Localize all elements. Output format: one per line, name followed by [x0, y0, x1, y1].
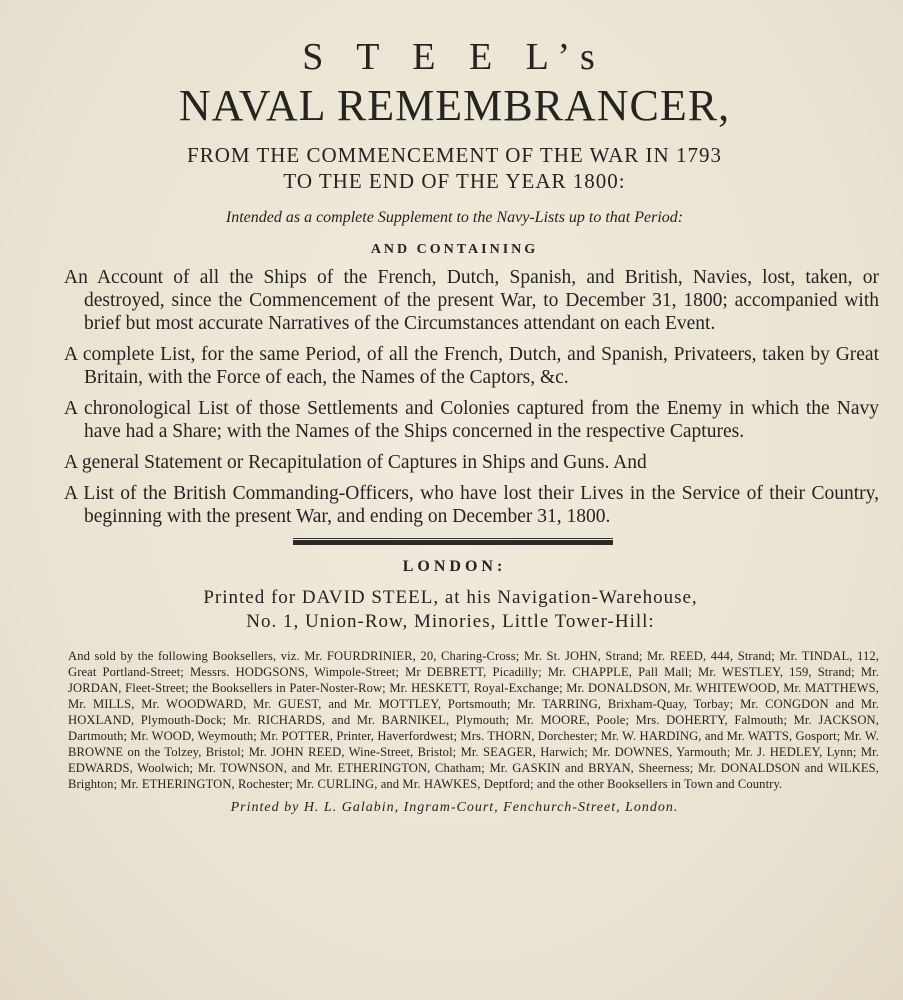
- booksellers-list: And sold by the following Booksellers, viz. Mr. FOURDRINIER, 20, Charing-Cross; Mr. St. JOHN, Strand; Mr. REED, 444, Strand; Mr. TINDAL, 112, Great Portland-Street; Messrs. HODGSONS, Wimpole-Street; Mr DEBRETT, Picadilly; Mr. CHAPPLE, Pall Mall; Mr. WESTLEY, 159, Strand; Mr. JORDAN, Fleet-Street; the Booksellers in Pater-Noster-Row; Mr. HESKETT, Royal-Exchange; Mr. DONALDSON, Mr. WHITEWOOD, Mr. MATTHEWS, Mr. MILLS, Mr. WOODWARD, Mr. GUEST, and Mr. MOTTLEY, Portsmouth; Mr. TARRING, Brixham-Quay, Torbay; Mr. CONGDON and Mr. HOXLAND, Plymouth-Dock; Mr. RICHARDS, and Mr. BARNIKEL, Plymouth; Mr. MOORE, Poole; Mrs. DOHERTY, Falmouth; Mr. JACKSON, Dartmouth; Mr. WOOD, Weymouth; Mr. POTTER, Printer, Haverfordwest; Mrs. THORN, Dorchester; Mr. W. HARDING, and Mr. WATTS, Gosport; Mr. W. BROWNE on the Tolzey, Bristol; Mr. JOHN REED, Wine-Street, Bristol; Mr. SEAGER, Harwich; Mr. DOWNES, Yarmouth; Mr. J. HEDLEY, Lynn; Mr. EDWARDS, Woolwich; Mr. TOWNSON, and Mr. ETHERINGTON, Chatham; Mr. GASKIN and BRYAN, Sheerness; Mr. DONALDSON and WILKES, Brighton; Mr. ETHERINGTON, Rochester; Mr. CURLING, and Mr. HAWKES, Deptford; and the other Booksellers in Town and Country.: [68, 649, 879, 791]
- imprint-line-2: No. 1, Union-Row, Minories, Little Tower-Hill:: [246, 611, 655, 632]
- subtitle-line-1: FROM THE COMMENCEMENT OF THE WAR IN 1793: [187, 143, 722, 167]
- printer-line: Printed by H. L. Galabin, Ingram-Court, Fenchurch-Street, London.: [230, 800, 679, 815]
- imprint-line-1: Printed for DAVID STEEL, at his Navigation-Warehouse,: [203, 587, 698, 608]
- containing-heading: AND CONTAINING: [370, 242, 539, 257]
- title-line-1: S T E E L’s: [302, 36, 607, 78]
- imprint-place: LONDON:: [402, 558, 507, 575]
- intent-line: Intended as a complete Supplement to the Navy-Lists up to that Period:: [225, 209, 684, 226]
- contents-item-2: A complete List, for the same Period, of all the French, Dutch, and Spanish, Privateers, taken by Great Britain, with the Force of each, the Names of the Captors, &c.: [64, 344, 879, 388]
- decorative-rule: [293, 538, 613, 546]
- contents-item-3: A chronological List of those Settlements and Colonies captured from the Enemy in which the Navy have had a Share; with the Names of the Ships concerned in the respective Captures.: [64, 398, 879, 442]
- contents-item-4: A general Statement or Recapitulation of Captures in Ships and Guns. And: [64, 452, 647, 473]
- contents-item-5: A List of the British Commanding-Officers, who have lost their Lives in the Service of their Country, beginning with the present War, and ending on December 31, 1800.: [64, 483, 879, 527]
- contents-item-1: An Account of all the Ships of the French, Dutch, Spanish, and British, Navies, lost, taken, or destroyed, since the Commencement of the present War, to December 31, 1800; accompanied with brief but most accurate Narratives of the Circumstances attendant on each Event.: [64, 267, 879, 334]
- subtitle-line-2: TO THE END OF THE YEAR 1800:: [283, 169, 626, 193]
- title-line-2: NAVAL REMEMBRANCER,: [178, 81, 731, 130]
